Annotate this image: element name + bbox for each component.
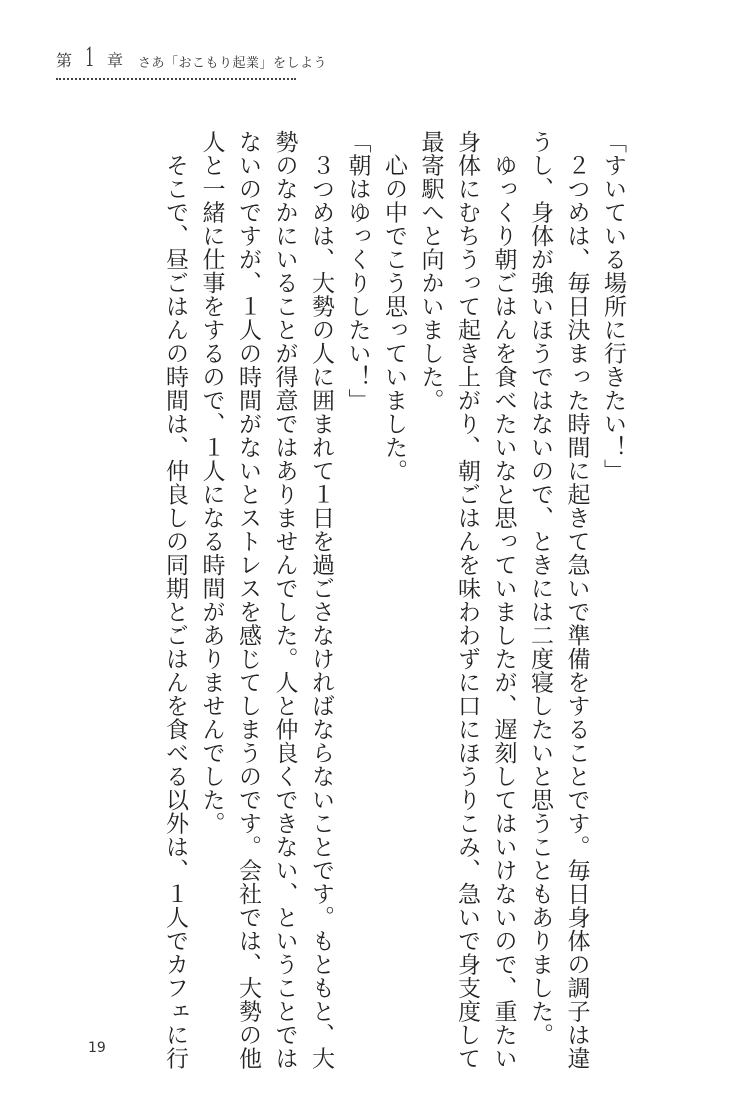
text-column: ２つめは、毎日決まった時間に起きて急いで準備をすることです。毎日身体の調子は違 (563, 130, 590, 1070)
text-column: 勢のなかにいることが得意ではありませんでした。人と仲良くできない、ということでは (271, 130, 298, 1070)
text-column: ゆっくり朝ごはんを食べたいなと思っていましたが、遅刻してはいけないので、重たい (490, 130, 517, 1070)
text-column: 「すいている場所に行きたい！」 (600, 130, 626, 483)
chapter-prefix: 第 (56, 51, 73, 70)
text-column: そこで、昼ごはんの時間は、仲良しの同期とごはんを食べる以外は、１人でカフェに行 (162, 130, 188, 1070)
running-header (56, 40, 328, 76)
text-column: うし、身体が強いほうではないので、ときには二度寝したいと思うこともありました。 (527, 130, 553, 1047)
chapter-suffix: 章 (107, 51, 124, 70)
page-number: 19 (88, 1040, 106, 1056)
text-column: ないのですが、１人の時間がないとストレスを感じてしまうのです。会社では、大勢の他 (235, 130, 261, 1070)
chapter-title: さあ「おこもり起業」をしよう (138, 56, 328, 71)
chapter-label (56, 40, 124, 73)
text-column: 最寄駅へと向かいました。 (417, 130, 444, 412)
chapter-number: 1 (85, 40, 94, 73)
vertical-body-text (157, 130, 632, 1070)
header-dotted-rule (56, 78, 296, 80)
text-column: ３つめは、大勢の人に囲まれて１日を過ごさなければならないことです。もともと、大 (308, 130, 334, 1070)
text-column: 心の中でこう思っていました。 (381, 130, 407, 483)
text-column: 「朝はゆっくりしたい！」 (344, 130, 371, 412)
text-column: 身体にむちうって起き上がり、朝ごはんを味わわずに口にほうりこみ、急いで身支度して (454, 130, 480, 1070)
text-column: 人と一緒に仕事をするので、１人になる時間がありませんでした。 (198, 130, 225, 835)
